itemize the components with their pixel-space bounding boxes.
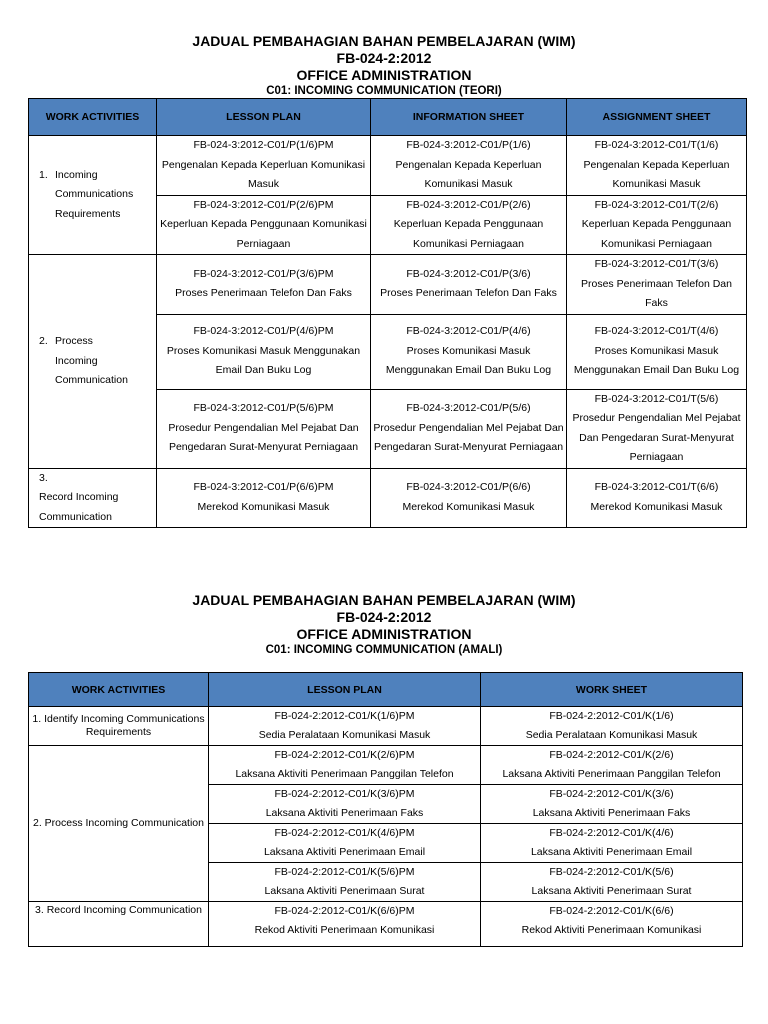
- information-sheet-desc: Merekod Komunikasi Masuk: [402, 500, 535, 513]
- information-sheet-desc: Proses Komunikasi Masuk Menggunakan Email Dan Buku Log: [385, 344, 552, 377]
- table1-header-information-sheet: INFORMATION SHEET: [371, 99, 567, 136]
- information-sheet-desc: Proses Penerimaan Telefon Dan Faks: [380, 287, 557, 300]
- work-sheet-cell: [481, 785, 743, 824]
- information-sheet-desc: Pengenalan Kepada Keperluan Komunikasi Masuk: [395, 158, 542, 190]
- work-activity-2: [29, 746, 209, 902]
- assignment-sheet-desc: Proses Penerimaan Telefon Dan Faks: [581, 277, 732, 309]
- assignment-sheet-desc: Proses Komunikasi Masuk Menggunakan Email Dan Buku Log: [573, 344, 740, 377]
- information-sheet-cell: [371, 136, 567, 196]
- assignment-sheet-code: FB-024-3:2012-C01/T(3/6): [594, 258, 719, 270]
- activity-number: 1.: [39, 168, 48, 181]
- table2-header-work-sheet: WORK SHEET: [481, 673, 743, 707]
- assignment-sheet-cell: [567, 389, 747, 468]
- assignment-sheet-code: FB-024-3:2012-C01/T(2/6): [594, 198, 719, 211]
- table1-header-lesson-plan: LESSON PLAN: [157, 99, 371, 136]
- assignment-sheet-cell: [567, 255, 747, 315]
- activity-label: Incoming Communications Requirements: [55, 168, 134, 220]
- table-row: [29, 707, 743, 746]
- table2-header-lesson-plan: LESSON PLAN: [209, 673, 481, 707]
- table-row: [29, 136, 747, 196]
- assignment-sheet-cell: [567, 136, 747, 196]
- lesson-plan-desc: Keperluan Kepada Penggunaan Komunikasi Perniagaan: [160, 218, 367, 250]
- table1-title: JADUAL PEMBAHAGIAN BAHAN PEMBELAJARAN (WIM): [192, 33, 576, 49]
- table-row: [29, 746, 743, 785]
- activity-label: Record Incoming Communication: [46, 904, 202, 916]
- lesson-plan-code: FB-024-2:2012-C01/K(5/6)PM: [274, 866, 415, 878]
- work-activity-2: [29, 255, 157, 469]
- assignment-sheet-cell: [567, 468, 747, 528]
- table2-code: FB-024-2:2012: [336, 609, 432, 625]
- information-sheet-code: FB-024-3:2012-C01/P(3/6): [406, 267, 531, 280]
- activity-number: 2.: [39, 335, 48, 347]
- work-activity-1: [29, 136, 157, 255]
- lesson-plan-desc: Prosedur Pengendalian Mel Pejabat Dan Pengedaran Surat-Menyurat Perniagaan: [168, 421, 359, 454]
- work-sheet-cell: [481, 707, 743, 746]
- information-sheet-code: FB-024-3:2012-C01/P(1/6): [406, 139, 531, 151]
- lesson-plan-code: FB-024-3:2012-C01/P(5/6)PM: [193, 402, 334, 415]
- work-sheet-desc: Sedia Peralataan Komunikasi Masuk: [525, 729, 698, 741]
- activity-number: 3.: [35, 904, 44, 916]
- information-sheet-cell: [371, 314, 567, 389]
- lesson-plan-code: FB-024-3:2012-C01/P(1/6)PM: [193, 139, 334, 151]
- information-sheet-desc: Prosedur Pengendalian Mel Pejabat Dan Pengedaran Surat-Menyurat Perniagaan: [373, 421, 564, 454]
- lesson-plan-cell: [157, 468, 371, 528]
- table2-title: JADUAL PEMBAHAGIAN BAHAN PEMBELAJARAN (WIM): [192, 592, 576, 608]
- activity-label: Process Incoming Communication: [44, 817, 204, 829]
- information-sheet-code: FB-024-3:2012-C01/P(6/6): [406, 481, 531, 494]
- work-sheet-cell: [481, 746, 743, 785]
- lesson-plan-cell: [157, 389, 371, 468]
- assignment-sheet-code: FB-024-3:2012-C01/T(6/6): [594, 481, 719, 494]
- table-row: [29, 902, 743, 947]
- lesson-plan-cell: [157, 255, 371, 315]
- lesson-plan-cell: [157, 195, 371, 255]
- work-activity-3: [29, 468, 157, 528]
- assignment-sheet-cell: [567, 195, 747, 255]
- lesson-plan-desc: Rekod Aktiviti Penerimaan Komunikasi: [254, 924, 435, 936]
- table2-header-row: [29, 673, 743, 707]
- lesson-plan-code: FB-024-2:2012-C01/K(1/6)PM: [274, 710, 415, 722]
- assignment-sheet-desc: Keperluan Kepada Penggunaan Komunikasi Perniagaan: [581, 218, 732, 250]
- work-activity-3: [29, 902, 209, 947]
- lesson-plan-desc: Proses Komunikasi Masuk Menggunakan Email Dan Buku Log: [166, 344, 361, 377]
- table2-heading: [0, 592, 768, 658]
- activity-number: 1.: [32, 713, 42, 725]
- table-row: [29, 255, 747, 315]
- table1-program: OFFICE ADMINISTRATION: [296, 67, 472, 83]
- table2: [28, 672, 743, 947]
- activity-label: Process Incoming Communication: [55, 335, 128, 386]
- lesson-plan-cell: [209, 863, 481, 902]
- work-sheet-code: FB-024-2:2012-C01/K(3/6): [549, 788, 674, 800]
- lesson-plan-cell: [209, 785, 481, 824]
- lesson-plan-cell: [209, 824, 481, 863]
- lesson-plan-desc: Laksana Aktiviti Penerimaan Email: [263, 846, 426, 858]
- information-sheet-code: FB-024-3:2012-C01/P(2/6): [406, 198, 531, 211]
- work-sheet-desc: Laksana Aktiviti Penerimaan Email: [530, 846, 693, 858]
- lesson-plan-code: FB-024-2:2012-C01/K(3/6)PM: [274, 788, 415, 800]
- assignment-sheet-desc: Merekod Komunikasi Masuk: [590, 500, 723, 513]
- activity-number: 2.: [32, 817, 42, 829]
- work-sheet-cell: [481, 902, 743, 947]
- work-activity-1: [29, 707, 209, 746]
- lesson-plan-desc: Pengenalan Kepada Keperluan Komunikasi Masuk: [161, 158, 366, 190]
- activity-number: 3.: [39, 471, 48, 484]
- table2-program: OFFICE ADMINISTRATION: [296, 626, 472, 642]
- lesson-plan-desc: Sedia Peralataan Komunikasi Masuk: [258, 729, 431, 741]
- lesson-plan-desc: Merekod Komunikasi Masuk: [197, 500, 330, 513]
- work-sheet-code: FB-024-2:2012-C01/K(1/6): [549, 710, 674, 722]
- information-sheet-cell: [371, 468, 567, 528]
- lesson-plan-cell: [157, 136, 371, 196]
- information-sheet-cell: [371, 255, 567, 315]
- table1-header-row: [29, 99, 747, 136]
- assignment-sheet-cell: [567, 314, 747, 389]
- assignment-sheet-code: FB-024-3:2012-C01/T(5/6): [594, 392, 719, 405]
- work-sheet-desc: Laksana Aktiviti Penerimaan Panggilan Telefon: [502, 768, 721, 780]
- lesson-plan-desc: Laksana Aktiviti Penerimaan Panggilan Telefon: [235, 768, 454, 780]
- table1-code: FB-024-2:2012: [336, 50, 432, 66]
- work-sheet-code: FB-024-2:2012-C01/K(4/6): [549, 827, 674, 839]
- information-sheet-cell: [371, 195, 567, 255]
- information-sheet-desc: Keperluan Kepada Penggunaan Komunikasi Perniagaan: [393, 218, 544, 250]
- table2-subtitle: C01: INCOMING COMMUNICATION (AMALI): [265, 644, 503, 656]
- lesson-plan-cell: [157, 314, 371, 389]
- information-sheet-code: FB-024-3:2012-C01/P(4/6): [406, 325, 531, 338]
- lesson-plan-cell: [209, 902, 481, 947]
- table1-header-assignment-sheet: ASSIGNMENT SHEET: [567, 99, 747, 136]
- lesson-plan-desc: Laksana Aktiviti Penerimaan Faks: [265, 807, 424, 819]
- lesson-plan-code: FB-024-2:2012-C01/K(4/6)PM: [274, 827, 415, 839]
- lesson-plan-code: FB-024-3:2012-C01/P(2/6)PM: [193, 198, 334, 211]
- lesson-plan-desc: Laksana Aktiviti Penerimaan Surat: [264, 885, 425, 897]
- table1-heading: [0, 33, 768, 99]
- work-sheet-desc: Laksana Aktiviti Penerimaan Faks: [532, 807, 691, 819]
- activity-label: Identify Incoming Communications Requirements: [44, 713, 205, 738]
- activity-label: Record Incoming Communication: [39, 491, 119, 523]
- table-row: [29, 468, 747, 528]
- assignment-sheet-desc: Pengenalan Kepada Keperluan Komunikasi Masuk: [583, 158, 730, 190]
- work-sheet-desc: Rekod Aktiviti Penerimaan Komunikasi: [521, 924, 702, 936]
- information-sheet-code: FB-024-3:2012-C01/P(5/6): [406, 402, 531, 415]
- table1-subtitle: C01: INCOMING COMMUNICATION (TEORI): [266, 85, 502, 97]
- information-sheet-cell: [371, 389, 567, 468]
- table1: [28, 98, 747, 528]
- assignment-sheet-code: FB-024-3:2012-C01/T(1/6): [594, 139, 719, 151]
- table1-header-work-activities: WORK ACTIVITIES: [29, 99, 157, 136]
- work-sheet-cell: [481, 863, 743, 902]
- lesson-plan-code: FB-024-3:2012-C01/P(6/6)PM: [193, 481, 334, 494]
- lesson-plan-code: FB-024-2:2012-C01/K(6/6)PM: [274, 905, 415, 917]
- table2-header-work-activities: WORK ACTIVITIES: [29, 673, 209, 707]
- work-sheet-code: FB-024-2:2012-C01/K(5/6): [549, 866, 674, 878]
- work-sheet-code: FB-024-2:2012-C01/K(2/6): [549, 749, 674, 761]
- work-sheet-desc: Laksana Aktiviti Penerimaan Surat: [531, 885, 692, 897]
- assignment-sheet-desc: Prosedur Pengendalian Mel Pejabat Dan Pengedaran Surat-Menyurat Perniagaan: [572, 412, 741, 463]
- work-sheet-code: FB-024-2:2012-C01/K(6/6): [549, 905, 674, 917]
- lesson-plan-code: FB-024-3:2012-C01/P(3/6)PM: [193, 267, 334, 280]
- lesson-plan-cell: [209, 746, 481, 785]
- lesson-plan-cell: [209, 707, 481, 746]
- lesson-plan-code: FB-024-3:2012-C01/P(4/6)PM: [193, 325, 334, 338]
- work-sheet-cell: [481, 824, 743, 863]
- assignment-sheet-code: FB-024-3:2012-C01/T(4/6): [594, 325, 719, 338]
- lesson-plan-code: FB-024-2:2012-C01/K(2/6)PM: [274, 749, 415, 761]
- lesson-plan-desc: Proses Penerimaan Telefon Dan Faks: [175, 287, 352, 300]
